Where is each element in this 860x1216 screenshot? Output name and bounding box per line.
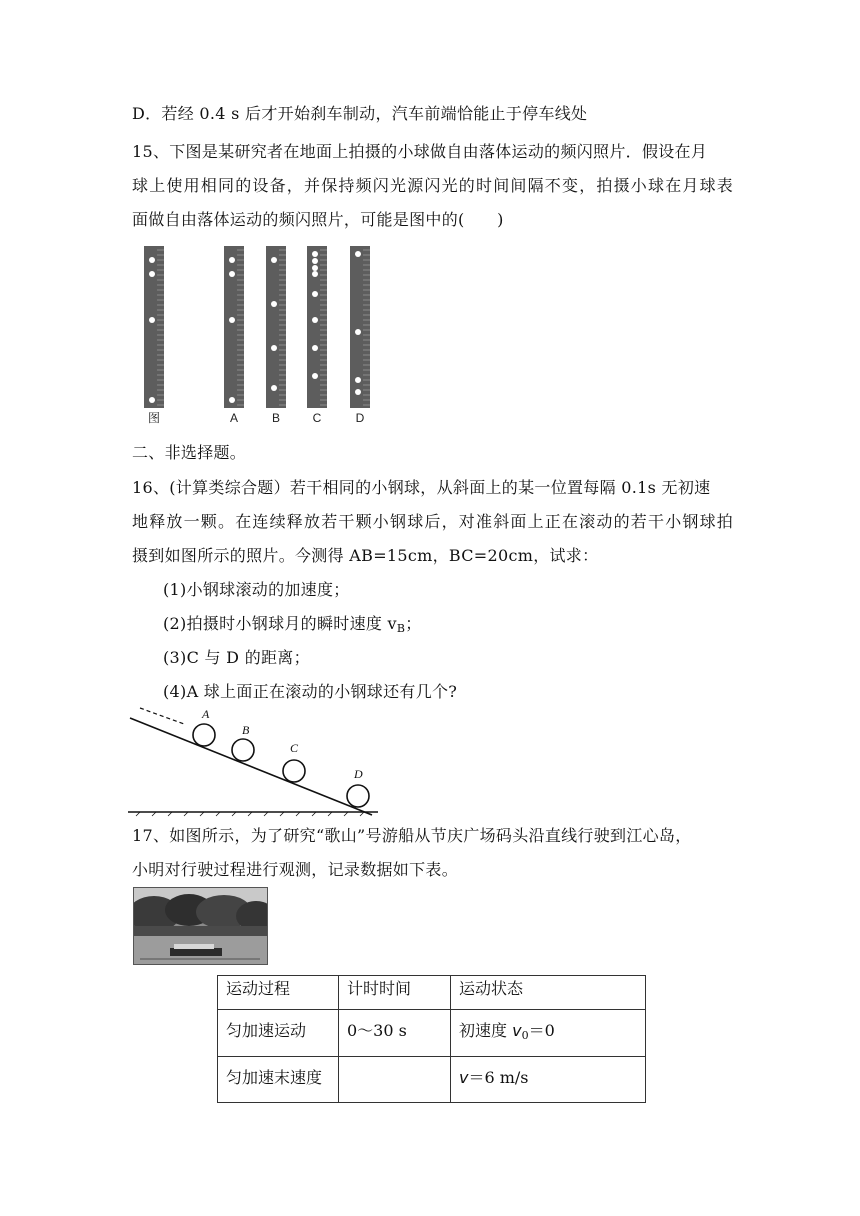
- strip-label: D: [355, 411, 365, 425]
- header-cell: 运动过程: [218, 976, 339, 1010]
- strobe-photo-strips: [140, 242, 380, 428]
- ball-dot: [271, 385, 277, 391]
- table-cell: v＝6 m/s: [451, 1057, 646, 1103]
- ball-dot: [149, 397, 155, 403]
- q17-line-1: 17、如图所示，为了研究“歌山”号游船从节庆广场码头沿直线行驶到江心岛，: [132, 826, 692, 845]
- strip-label: B: [271, 411, 281, 425]
- ball-dot: [149, 271, 155, 277]
- q16-item-4: (4)A 球上面正在滚动的小钢球还有几个?: [163, 682, 458, 701]
- ball-dot: [312, 345, 318, 351]
- strip-label: C: [312, 411, 322, 425]
- ball-dot: [229, 317, 235, 323]
- q16-line-2: 地释放一颗。在连续释放若干颗小钢球后，对准斜面上正在滚动的若干小钢球拍: [132, 512, 735, 531]
- ball-dot: [312, 317, 318, 323]
- table-row: [218, 1010, 646, 1057]
- incline-slope: [130, 718, 372, 815]
- header-cell: 运动状态: [451, 976, 646, 1010]
- table-cell: 匀加速末速度: [218, 1057, 339, 1103]
- q16-item-2: (2)拍摄时小钢球月的瞬时速度 $v_B$；: [163, 614, 422, 635]
- table-header-row: [218, 976, 646, 1010]
- q16-item-1: (1)小钢球滚动的加速度；: [163, 580, 350, 599]
- table-cell: [339, 1057, 451, 1103]
- ball-dot: [355, 377, 361, 383]
- ball-dot: [312, 258, 318, 264]
- table-row: [218, 1057, 646, 1103]
- q15-line-2: 球上使用相同的设备，并保持频闪光源闪光的时间间隔不变，拍摄小球在月球表: [132, 176, 735, 195]
- ball-label-a: A: [202, 707, 210, 721]
- table-cell: 匀加速运动: [218, 1010, 339, 1057]
- ball-dot: [312, 271, 318, 277]
- ball-a: [193, 724, 215, 746]
- ball-b: [232, 739, 254, 761]
- q15-line-1: 15、下图是某研究者在地面上拍摄的小球做自由落体运动的频闪照片．假设在月: [132, 142, 708, 161]
- ball-label-b: B: [242, 723, 250, 737]
- q15-line-3: 面做自由落体运动的频闪照片，可能是图中的( ): [132, 210, 504, 229]
- ball-dot: [229, 271, 235, 277]
- section-heading: 二、非选择题。: [132, 443, 247, 462]
- ball-dot: [355, 329, 361, 335]
- ball-dot: [312, 251, 318, 257]
- ball-label-c: C: [290, 741, 299, 755]
- observation-table: [217, 975, 646, 1103]
- q16-line-1: 16、(计算类综合题）若干相同的小钢球，从斜面上的某一位置每隔 0.1s 无初速: [132, 478, 711, 497]
- ball-d: [347, 785, 369, 807]
- q16-item-3: (3)C 与 D 的距离；: [163, 648, 310, 667]
- header-cell: 计时时间: [339, 976, 451, 1010]
- ball-c: [283, 760, 305, 782]
- ball-dot: [149, 257, 155, 263]
- dashed-extension: [140, 708, 184, 724]
- boat-photo: [133, 887, 268, 965]
- ball-dot: [271, 345, 277, 351]
- table-cell: 0～30 s: [339, 1010, 451, 1057]
- ball-dot: [229, 257, 235, 263]
- ball-dot: [312, 291, 318, 297]
- ball-dot: [229, 397, 235, 403]
- q16-line-3: 摄到如图所示的照片。今测得 AB=15cm，BC=20cm，试求：: [132, 546, 599, 565]
- ball-dot: [355, 251, 361, 257]
- strip-label: 图: [147, 411, 161, 425]
- table-cell: 初速度 $v_0=0$: [451, 1010, 646, 1057]
- ball-dot: [355, 389, 361, 395]
- ball-dot: [271, 301, 277, 307]
- option-d-text: D．若经 0.4 s 后才开始刹车制动，汽车前端恰能止于停车线处: [132, 104, 588, 123]
- ball-dot: [312, 373, 318, 379]
- strip-label: A: [229, 411, 239, 425]
- q17-line-2: 小明对行驶过程进行观测，记录数据如下表。: [132, 860, 459, 879]
- incline-diagram: [128, 700, 388, 820]
- ball-dot: [271, 257, 277, 263]
- ball-label-d: D: [354, 767, 363, 781]
- ball-dot: [149, 317, 155, 323]
- ball-dot: [312, 265, 318, 271]
